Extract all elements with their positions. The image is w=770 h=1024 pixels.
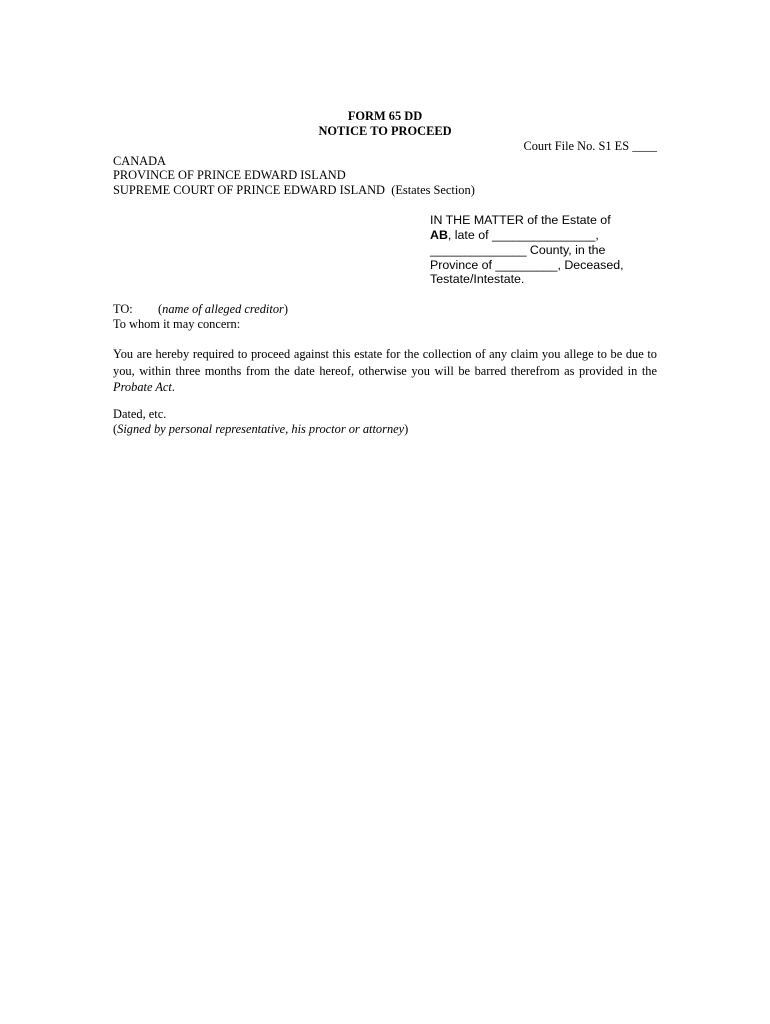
matter-line-5: Testate/Intestate. — [430, 272, 525, 286]
to-value — [158, 302, 288, 317]
court-name: SUPREME COURT OF PRINCE EDWARD ISLAND — [113, 183, 385, 197]
probate-act: Probate Act — [113, 380, 172, 394]
province-line: PROVINCE OF PRINCE EDWARD ISLAND — [113, 168, 346, 182]
form-title: NOTICE TO PROCEED — [318, 124, 452, 138]
matter-line-2 — [430, 228, 599, 243]
signature-line — [113, 422, 408, 437]
court-file-number: Court File No. S1 ES ____ — [523, 139, 657, 153]
signature-paren-open: ( — [113, 422, 118, 436]
dated-line: Dated, etc. — [113, 407, 167, 421]
to-paren-open: ( — [158, 302, 163, 316]
alleged-creditor: name of alleged creditor — [162, 302, 284, 316]
late-of-blank: , late of _______________, — [447, 228, 599, 242]
matter-line-4: Province of _________, Deceased, — [430, 258, 624, 272]
form-number: FORM 65 DD — [347, 109, 423, 123]
notice-body-end: . — [171, 380, 175, 394]
signature-paren-close: ) — [404, 422, 409, 436]
matter-line-1: IN THE MATTER of the Estate of — [430, 213, 611, 227]
court-line — [113, 183, 475, 198]
signature-text: Signed by personal representative, his proctor or attorney — [117, 422, 405, 436]
to-paren-close: ) — [283, 302, 288, 316]
to-label: TO: — [113, 302, 133, 316]
matter-line-3: ______________ County, in the — [430, 243, 606, 257]
court-section: (Estates Section) — [391, 183, 475, 197]
notice-body-text: You are hereby required to proceed against this estate for the collection of any claim you allege to be due to you, within three months from the date hereof, otherwise you will be barred therefrom as provided in the — [113, 347, 657, 378]
whom-line: To whom it may concern: — [113, 317, 241, 331]
notice-body — [113, 346, 657, 396]
country-line: CANADA — [113, 154, 167, 168]
estate-name: AB — [430, 228, 448, 242]
